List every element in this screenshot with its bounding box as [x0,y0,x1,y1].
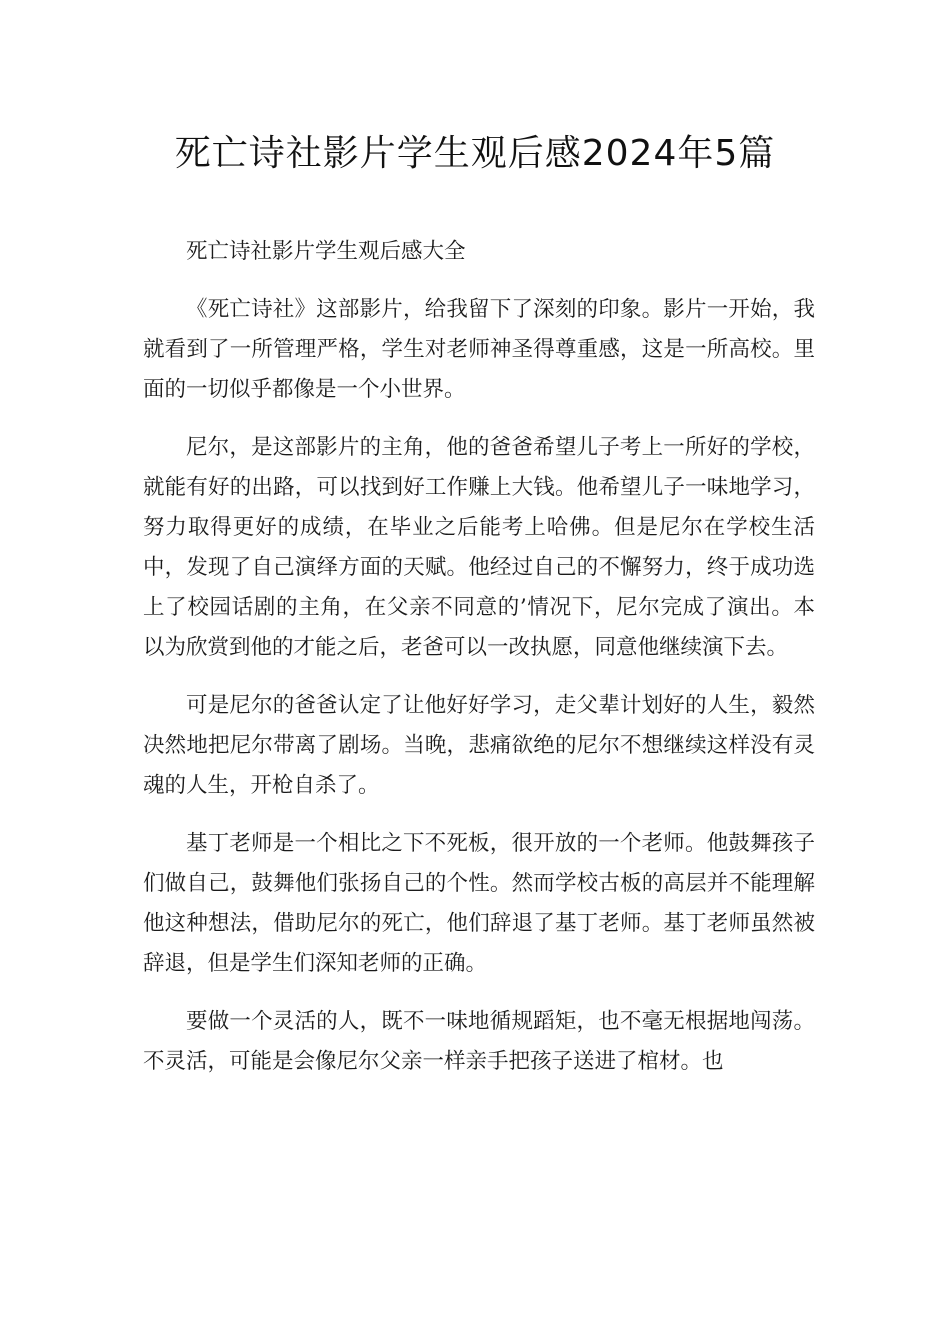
document-subtitle: 死亡诗社影片学生观后感大全 [186,239,466,264]
document-body [143,232,815,1100]
document-title: 死亡诗社影片学生观后感2024年5篇 [174,133,776,174]
paragraph-1: 《死亡诗社》这部影片，给我留下了深刻的印象。影片一开始，我就看到了一所管理严格，学生对老师神圣得尊重感，这是一所高校。里面的一切似乎都像是一个小世界。 [143,297,815,402]
paragraph-5: 要做一个灵活的人，既不一味地循规蹈矩，也不毫无根据地闯荡。不灵活，可能是会像尼尔父亲一样亲手把孩子送进了棺材。也 [143,1009,815,1074]
paragraph-2: 尼尔，是这部影片的主角，他的爸爸希望儿子考上一所好的学校，就能有好的出路，可以找到好工作赚上大钱。他希望儿子一味地学习，努力取得更好的成绩，在毕业之后能考上哈佛。但是尼尔在学校生活中，发现了自己演绎方面的天赋。他经过自己的不懈努力，终于成功选上了校园话剧的主角，在父亲不同意的’情况下，尼尔完成了演出。本以为欣赏到他的才能之后，老爸可以一改执愿，同意他继续演下去。 [143,435,815,660]
paragraph-3: 可是尼尔的爸爸认定了让他好好学习，走父辈计划好的人生，毅然决然地把尼尔带离了剧场。当晚，悲痛欲绝的尼尔不想继续这样没有灵魂的人生，开枪自杀了。 [143,693,815,798]
paragraph-4: 基丁老师是一个相比之下不死板，很开放的一个老师。他鼓舞孩子们做自己，鼓舞他们张扬自己的个性。然而学校古板的高层并不能理解他这种想法，借助尼尔的死亡，他们辞退了基丁老师。基丁老师虽然被辞退，但是学生们深知老师的正确。 [143,831,815,976]
